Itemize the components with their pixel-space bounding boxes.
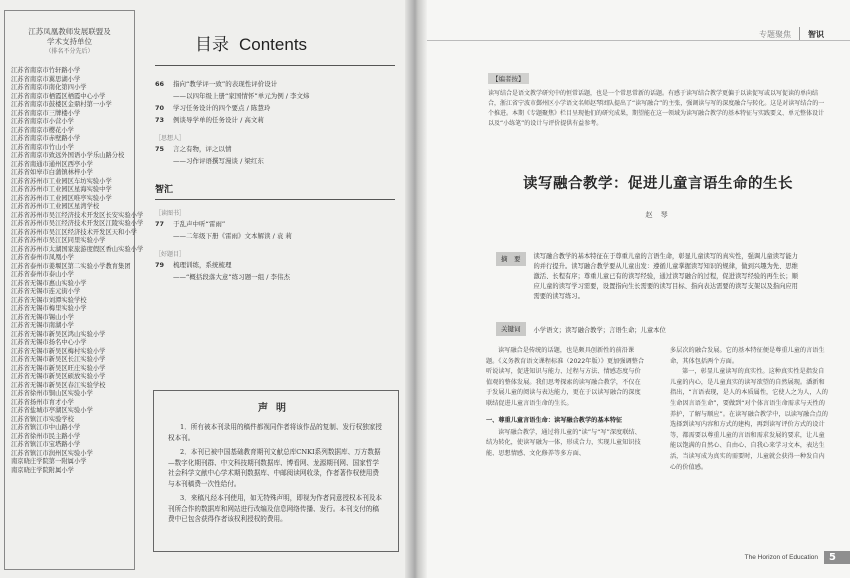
toc-entry[interactable]	[155, 220, 405, 229]
school-list-item: 江苏省扬州市育才小学	[11, 398, 74, 406]
statement-box	[153, 390, 399, 552]
toc-entry-title: 于乱声中听“雷雨”	[173, 220, 226, 228]
school-list-item: 江苏省徐州市铜山区实验小学	[11, 390, 93, 397]
toc-entry-title: 指向“教学评一致”的表现性评价设计	[173, 80, 278, 88]
toc-page-number: 70	[155, 104, 165, 112]
toc-entry-title: ——以四年级上册“家国情怀”单元为例 / 李文炜	[173, 92, 310, 100]
school-list	[11, 67, 144, 475]
toc-entries-group-2	[155, 208, 405, 282]
school-list-item: 江苏省镇江市实验学校	[11, 415, 74, 423]
keywords-block	[496, 322, 826, 336]
school-list-item: 江苏省泰州市泰山小学	[11, 271, 74, 278]
page-number: 5	[824, 551, 850, 564]
toc-divider	[155, 65, 395, 66]
school-list-item: 江苏省无锡市新吴区鸿山实验小学	[11, 330, 106, 338]
body-paragraph: 第一，彰显儿童读写的真实性。这种真实性是指发自儿童的内心，是儿童真实的读写欲望的自然展现。潘新和指出，“言语表现，是人的本质属性，它使人之为人，人的生命因言语生命”，要做到“对个体言语生命需求与天性的养护，了解与顺应”。在读写融合教学中，以读写融合点的选择到读写内容和方式的建构，再到读写评价方式的设计等，都需要以尊重儿童的言语和需求发展的要求，让儿童能以饱满的自然心、自由心、自我心来学习文本，表达生活，当读写成为真实的需要时，儿童就会获得一种发自内心的价值感。	[670, 368, 828, 471]
statement-title: 声明	[258, 403, 294, 414]
toc-entry-title: ——“概括段落大意”练习题一组 / 李伟杰	[173, 273, 291, 281]
sidebar-heading-line1: 江苏凤凰教师发展联盟及	[28, 27, 111, 36]
school-list-item: 江苏省南通市通州区西亭小学	[11, 160, 93, 168]
abstract-block	[496, 252, 826, 302]
footer-journal-name: The Horizon of Education	[744, 554, 819, 561]
school-list-item: 江苏省无锡市新吴区旺庄实验小学	[11, 364, 106, 372]
toc-entry-title: ——二年级下册《雷雨》文本解读 / 袁 莉	[173, 232, 292, 240]
school-list-item: 江苏省苏州市工业园区车坊实验小学	[11, 177, 112, 185]
toc-entry[interactable]	[155, 261, 405, 270]
school-list-item: 江苏省无锡市新吴区梅村实验小学	[11, 347, 106, 355]
school-list-item: 江苏省南京市致远外国语小学乐山路分校	[11, 152, 125, 159]
school-list-item: 南京晓庄学院附属小学	[11, 466, 74, 474]
sidebar-heading-sub: （排名不分先后）	[45, 48, 94, 55]
toc-page-number: 77	[155, 220, 165, 228]
keywords-label: 关键词	[496, 322, 526, 336]
alliance-sidebar	[4, 10, 144, 570]
school-list-item: 江苏省无锡市新吴区长江实验小学	[11, 356, 106, 363]
statement-paragraph: 1．所有被本刊录用的稿件都视同作者将该作品的复制、发行权独家授权本刊。	[168, 423, 383, 442]
school-list-item: 江苏省南京市鼓楼区金鼎村第一小学	[11, 101, 112, 108]
school-list-item: 江苏省南京市竹山小学	[11, 143, 74, 151]
school-list-item: 江苏省苏州市吴江经济技术开发区江陵实验小学	[11, 220, 144, 227]
school-list-item: 江苏省南京市三牌楼小学	[11, 109, 81, 117]
body-column-1	[486, 346, 646, 459]
article-author: 赵 琴	[645, 211, 671, 219]
body-column-2	[670, 346, 830, 473]
school-list-item: 江苏省盐城市亭湖区实验小学	[11, 407, 93, 414]
school-list-item: 江苏省南京市栖霞区栖霞中心小学	[11, 92, 106, 100]
toc-entry-title: 梳理训练，系统梳理	[173, 261, 232, 269]
running-head-section: 专题聚焦	[759, 29, 791, 39]
toc-category: ［思想人］	[155, 135, 186, 142]
school-list-item: 江苏省镇江市宝塔路小学	[11, 441, 81, 448]
toc-entry-title: 学习任务设计的四个要点 / 陈慧玲	[173, 104, 271, 112]
school-list-item: 南京晓庄学院第一附属小学	[11, 458, 87, 465]
school-list-item: 江苏省南京市赤壁路小学	[11, 135, 81, 142]
school-list-item: 江苏省镇江市中山路小学	[11, 424, 81, 431]
school-list-item: 江苏省南京市小营小学	[11, 118, 74, 125]
school-list-item: 江苏省南京市南化第四小学	[11, 84, 87, 91]
header-rule	[420, 40, 850, 41]
body-heading: 一、尊重儿童言语生命：读写融合教学的基本特征	[486, 416, 623, 424]
abstract-label: 摘 要	[496, 252, 526, 266]
school-list-item: 江苏省徐州市民主路小学	[11, 432, 81, 440]
toc-entry-title: 言之有物，评之以情	[173, 145, 232, 153]
school-list-item: 江苏省无锡市扬名中心小学	[11, 339, 87, 346]
body-paragraph: 多层次的融合发展。它的基本特征便是尊重儿童的言语生命，其体包括两个方面。	[670, 347, 825, 365]
toc-entry[interactable]	[155, 104, 405, 113]
school-list-item: 江苏省无锡市梅里实验小学	[11, 305, 87, 312]
editor-note	[488, 66, 828, 129]
school-list-item: 江苏省无锡市惠山实验小学	[11, 279, 87, 287]
editor-note-tag: 【编者按】	[488, 73, 529, 84]
editor-note-text: 读写结合是语文教学研究中的恒常话题，也是一个常思常新的话题。有感于读写结合教学更偏于以读促写或以写促读的单向结合，浙江省宁波市鄞州区小学语文名师赵琴团队提出了“读写融合”的主张，强调读与写的深度融合与转化。这是对读写结合的一个推进。本期《专题聚焦》栏目呈现他们的研究成果，期望能在这一领域为读写融合教学的基本特征与实践要义、单元整体设计以及“小练笔”的设计与评价提供有益参考。	[488, 90, 825, 127]
school-list-item: 江苏省苏州市太湖国家旅游度假区香山实验小学	[11, 245, 144, 253]
toc-category: ［读图书］	[155, 210, 186, 217]
toc-subtitle[interactable]	[155, 273, 405, 282]
toc-entries-group-1	[155, 80, 405, 166]
article-title: 读写融合教学：促进儿童言语生命的生长	[523, 175, 793, 192]
sidebar-heading	[11, 27, 128, 57]
school-list-item: 江苏省泰州市姜堰区第二实验小学教育集团	[11, 262, 131, 270]
school-list-item: 江苏省无锡市刘潭实验学校	[11, 296, 87, 304]
toc-entry-title: ——习作评语撰写漫谈 / 梁红东	[173, 157, 264, 165]
keywords-text: 小学语文；读写融合教学；言语生命；儿童本位	[533, 326, 666, 334]
toc-page-number: 66	[155, 80, 165, 88]
toc-entry[interactable]	[155, 145, 405, 154]
table-of-contents	[155, 30, 405, 282]
sidebar-heading-line2: 学术支持单位	[47, 37, 92, 46]
body-paragraph: 读写融合教学，通过将儿童的“读”与“写”深度联结、结为转化，使读写融为一体，形成合力，实现儿童知识技能、思想情感、文化修养等多方面、	[486, 428, 641, 457]
toc-category: ［好题目］	[155, 251, 186, 258]
book-gutter	[405, 0, 427, 578]
toc-entry[interactable]	[155, 116, 405, 125]
toc-title-en: Contents	[239, 35, 308, 54]
statement-paragraph: 2．本刊已被中国基础教育期刊文献总库CNKI系列数据库、万方数据—数字化期刊群、中文科技期刊数据库、博看网、龙源期刊网、国家哲学社会科学文献中心学术期刊数据库、中邮阅读网收录，作者著作权使用费与本刊稿费一次性给付。	[168, 448, 381, 488]
toc-page-number: 79	[155, 261, 165, 269]
school-list-item: 江苏省苏州市吴江经济技术开发区长安实验小学	[11, 211, 144, 219]
school-list-item: 江苏省苏州市吴江区同里实验小学	[11, 237, 106, 244]
school-list-item: 江苏省无锡市新吴区硕放实验小学	[11, 373, 106, 380]
toc-page-number: 75	[155, 145, 165, 153]
running-head-column: 智识	[808, 29, 824, 39]
toc-subtitle[interactable]	[155, 157, 405, 166]
page-footer	[745, 551, 850, 564]
toc-section-divider	[155, 199, 395, 200]
toc-entry-title: 例谈导学单的任务设计 / 高文莉	[173, 116, 264, 124]
school-list-item: 江苏省苏州市吴江区经济技术开发区天和小学	[11, 228, 137, 236]
abstract-text: 读写融合教学的基本特征在于尊重儿童的言语生命，彰显儿童读写的真实性，强调儿童读写能力的并行提升。读写融合教学要从儿童出发：遵循儿童掌握读写知识的规律，做到兴趣为先、思维激活、长程有序；尊重儿童已有的读写经验，通过读写融合的过程，促进读写经验的再生长；顺应儿童的读写学习需要，设置指向生长需要的读写目标、指向表达需要的读写支架以及指向应用需要的读写练习。	[533, 253, 798, 300]
school-list-item: 江苏省镇江市润州区实验小学	[11, 449, 93, 457]
school-list-item: 江苏省南京市樱花小学	[11, 126, 74, 134]
running-head-separator	[799, 27, 800, 41]
left-page	[0, 0, 415, 578]
toc-subtitle[interactable]	[155, 232, 405, 241]
school-list-item: 江苏省无锡市连元街小学	[11, 288, 81, 295]
toc-subtitle[interactable]	[155, 92, 405, 101]
school-list-item: 江苏省泰州市凤凰小学	[11, 254, 74, 261]
toc-section-title: 智汇	[155, 185, 174, 195]
school-list-item: 江苏省南京市竹轩路小学	[11, 67, 81, 74]
school-list-item: 江苏省苏州市工业园区星湾学校	[11, 203, 100, 210]
school-list-item: 江苏省无锡市锡山小学	[11, 313, 74, 321]
school-list-item: 江苏省苏州市工业园区星海实验中学	[11, 186, 112, 193]
school-list-item: 江苏省南京市翼思湖小学	[11, 75, 81, 83]
body-paragraph: 读写融合是传统的话题，也是颇具创新性的前沿课题。《义务教育语文课程标准（2022年版）》更加强调整合听说读写，促进知识与能力、过程与方法、情感态度与价值观的整体发展。我们思考探索的读写融合教学，不仅在于发展儿童的阅读与表达能力，更在于以读写融合的深度联结促进儿童言语生命的生长。	[486, 347, 645, 407]
school-list-item: 江苏省如皋市白蒲镇林梓小学	[11, 169, 93, 176]
toc-page-number: 73	[155, 116, 165, 124]
school-list-item: 江苏省无锡市南湖小学	[11, 322, 74, 329]
right-page	[420, 0, 850, 578]
school-list-item: 江苏省苏州市工业园区唯亭实验小学	[11, 194, 112, 202]
running-head	[759, 27, 824, 41]
toc-entry[interactable]	[155, 80, 405, 89]
toc-title	[195, 30, 405, 55]
toc-title-cn: 目录	[195, 35, 229, 55]
school-list-item: 江苏省无锡市新吴区春江实验学校	[11, 381, 106, 389]
statement-paragraph: 3．来稿凡经本刊使用，如无特殊声明，即视为作者同意授权本刊及本刊所合作的数据库和网站进行改编及信息网络传播、发行。本刊支付的稿费中已包含获得作者该权利授权的费用。	[168, 494, 383, 523]
